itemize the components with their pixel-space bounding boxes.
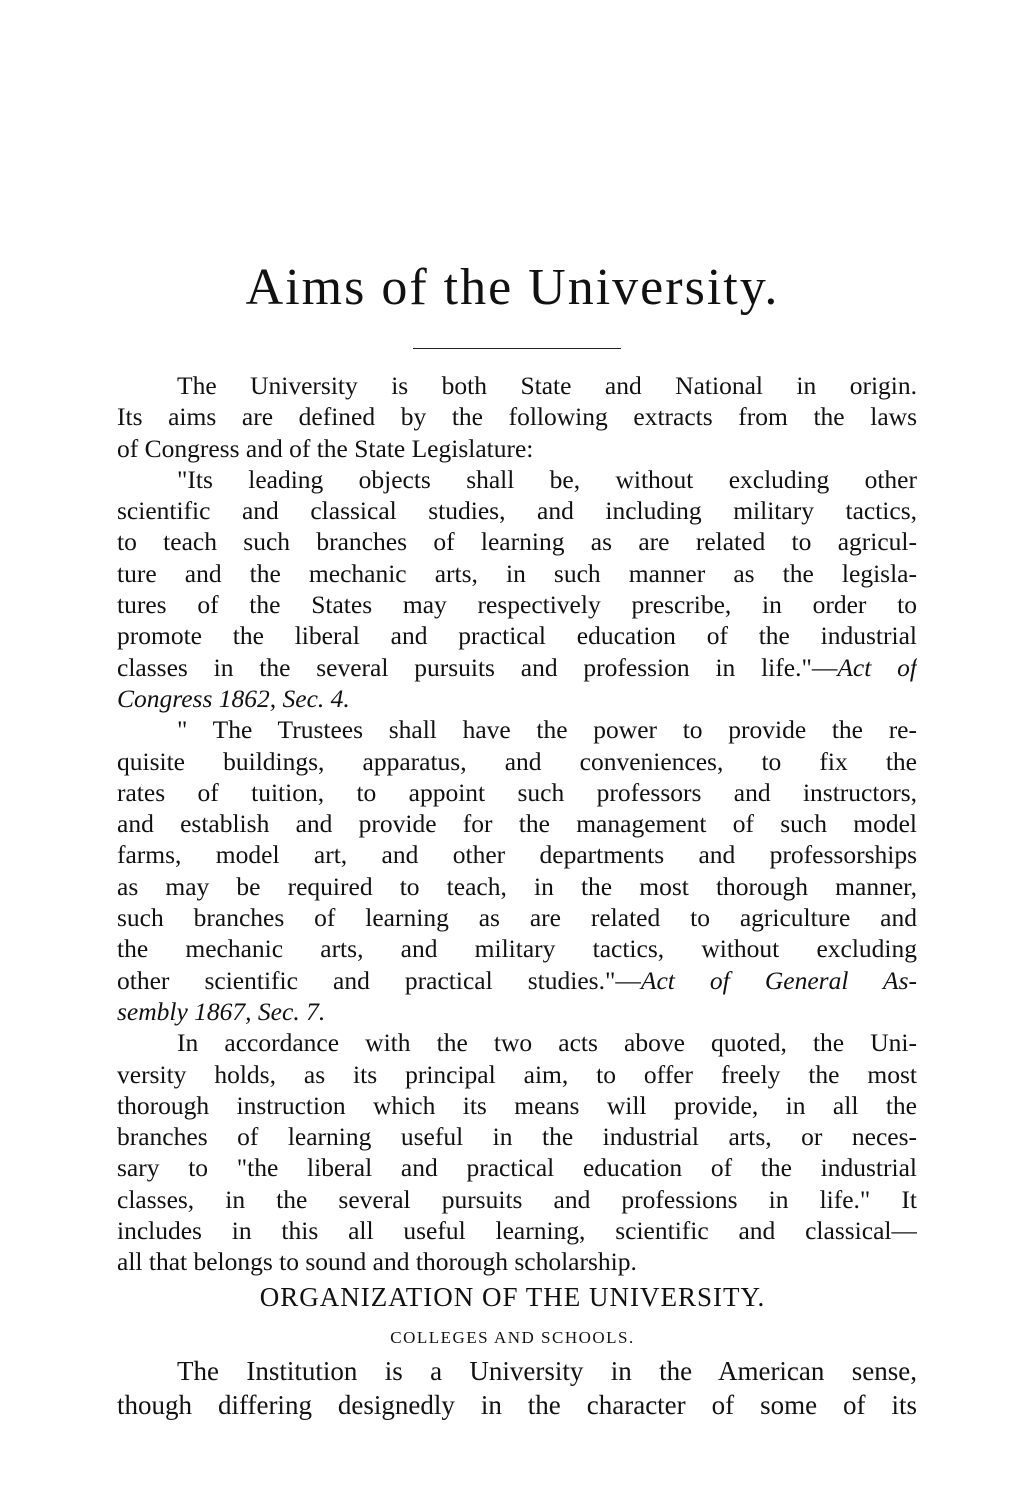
text-line: all that belongs to sound and thorough scholarship. bbox=[117, 1247, 637, 1277]
text-segment: classes in the several pursuits and profession in life."— bbox=[117, 652, 838, 682]
text-line: " The Trustees shall have the power to provide the re- bbox=[177, 715, 917, 745]
text-line: the mechanic arts, and military tactics, without excluding bbox=[117, 934, 917, 964]
citation: Act of bbox=[837, 652, 917, 682]
citation: Act of General As- bbox=[640, 965, 917, 995]
page-title: Aims of the University. bbox=[245, 259, 780, 316]
text-segment: other scientific and practical studies."— bbox=[117, 965, 641, 995]
text-line: The Institution is a University in the American sense, bbox=[177, 1356, 917, 1386]
text-line: "Its leading objects shall be, without excluding other bbox=[177, 464, 917, 494]
text-line: classes, in the several pursuits and professions in life." It bbox=[117, 1184, 917, 1214]
text-line: versity holds, as its principal aim, to offer freely the most bbox=[117, 1059, 917, 1089]
text-line bbox=[117, 965, 917, 996]
text-line: as may be required to teach, in the most thorough manner, bbox=[117, 871, 917, 901]
text-line: branches of learning useful in the industrial arts, or neces- bbox=[117, 1122, 917, 1152]
text-line: and establish and provide for the management of such model bbox=[117, 809, 917, 839]
section-subheading: COLLEGES AND SCHOOLS. bbox=[390, 1328, 635, 1347]
title-divider bbox=[413, 348, 621, 349]
text-line: sary to "the liberal and practical education of the industrial bbox=[117, 1153, 917, 1183]
text-line: such branches of learning as are related to agriculture and bbox=[117, 903, 917, 933]
text-line: The University is both State and National in origin. bbox=[177, 371, 917, 400]
text-line: In accordance with the two acts above quoted, the Uni- bbox=[177, 1028, 917, 1058]
body-text bbox=[117, 370, 917, 1278]
citation: Congress 1862, Sec. 4. bbox=[117, 683, 350, 713]
text-line: though differing designedly in the character of some of its bbox=[117, 1390, 917, 1420]
text-line: ture and the mechanic arts, in such manner as the legisla- bbox=[117, 558, 917, 588]
text-line: scientific and classical studies, and including military tactics, bbox=[117, 496, 917, 526]
text-line: of Congress and of the State Legislature: bbox=[117, 433, 534, 463]
text-line bbox=[117, 652, 917, 683]
text-line: quisite buildings, apparatus, and conveniences, to fix the bbox=[117, 746, 917, 776]
closing-text bbox=[117, 1354, 917, 1422]
text-line: farms, model art, and other departments and professorships bbox=[117, 840, 917, 870]
citation: sembly 1867, Sec. 7. bbox=[117, 996, 326, 1026]
text-line: tures of the States may respectively prescribe, in order to bbox=[117, 590, 917, 620]
text-line: rates of tuition, to appoint such professors and instructors, bbox=[117, 777, 917, 807]
text-line: includes in this all useful learning, scientific and classical— bbox=[117, 1216, 917, 1246]
section-heading: ORGANIZATION OF THE UNIVERSITY. bbox=[259, 1282, 766, 1312]
text-line: promote the liberal and practical education of the industrial bbox=[117, 621, 917, 651]
text-line: thorough instruction which its means will provide, in all the bbox=[117, 1090, 917, 1120]
text-line: Its aims are defined by the following extracts from the laws bbox=[117, 402, 917, 432]
text-line: to teach such branches of learning as are related to agricul- bbox=[117, 527, 917, 557]
